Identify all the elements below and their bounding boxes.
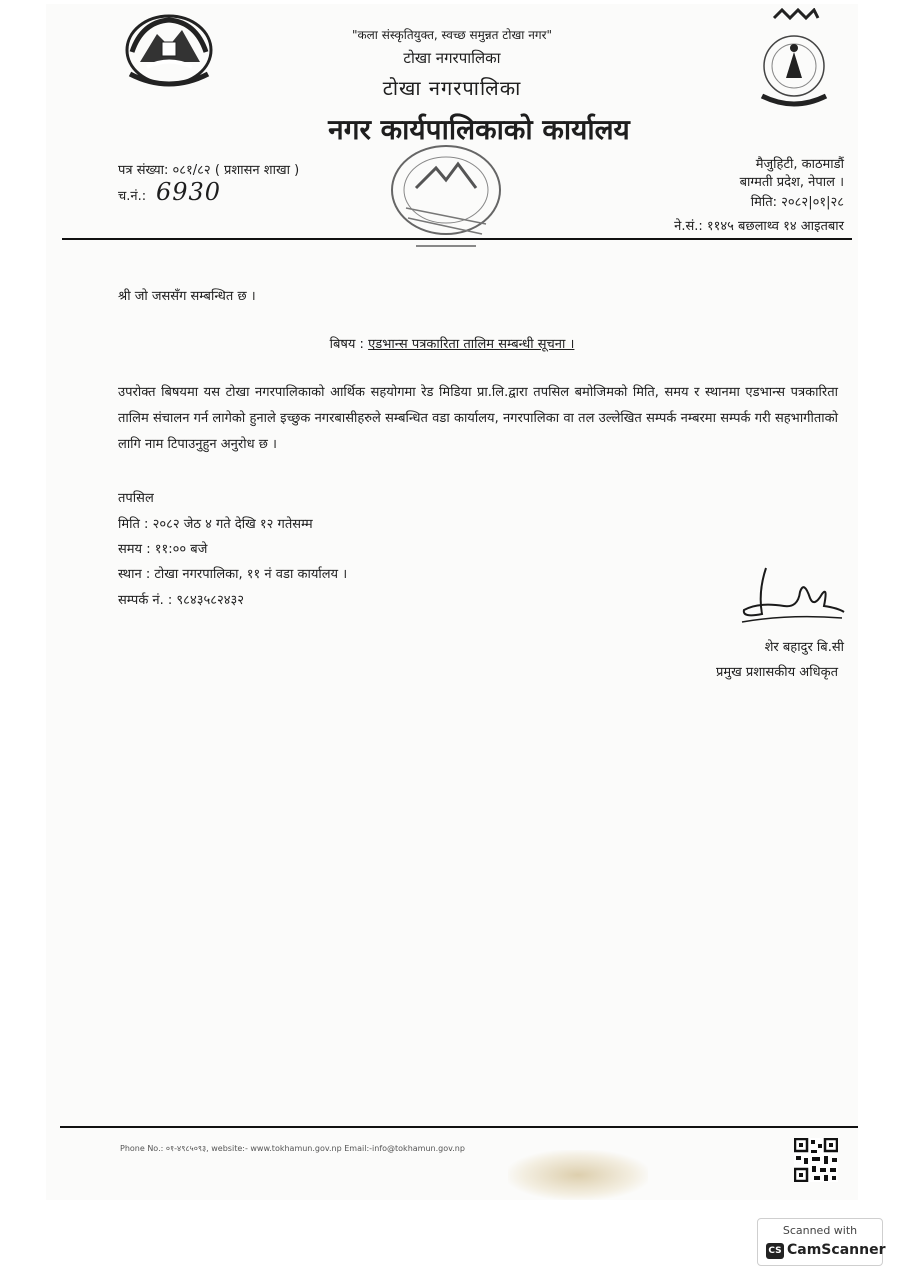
header-divider: [62, 238, 852, 240]
scan-smudge: [508, 1150, 648, 1200]
salutation: श्री जो जससँग सम्बन्धित छ ।: [118, 289, 256, 304]
subject-line: [0, 334, 904, 352]
footer-divider: [60, 1126, 858, 1128]
details-time: समय : ११:०० बजे: [118, 542, 208, 557]
office-name-stylized: टोखा नगरपालिका: [382, 76, 522, 100]
qr-code-icon: [794, 1138, 838, 1182]
office-name: टोखा नगरपालिका: [403, 49, 501, 67]
scanned-with-label: Scanned with: [782, 1224, 858, 1237]
nepal-sambat-date: ने.सं.: ११४५ बछलाथ्व १४ आइतबार: [674, 219, 844, 234]
dispatch-label: च.नं.:: [118, 189, 147, 204]
camscanner-logo-icon: CS: [766, 1243, 784, 1259]
signature: [738, 562, 848, 634]
body-paragraph: उपरोक्त बिषयमा यस टोखा नगरपालिकाको आर्थिक सहयोगमा रेड मिडिया प्रा.लि.द्वारा तपसिल बमोजिमको मिति, समय र स्थानमा एडभान्स पत्रकारिता तालिम संचालन गर्न लागेको हुनाले इच्छुक नगरबासीहरुले सम्बन्धित वडा कार्यालय, नगरपालिका वा तल उल्लेखित सम्पर्क नम्बरमा सम्पर्क गरी सहभागीताको लागि नाम टिपाउनुहुन अनुरोध छ ।: [118, 385, 838, 452]
subject-label: बिषय :: [329, 337, 364, 352]
camscanner-watermark: [757, 1218, 886, 1266]
letter-number: पत्र संख्या: ०८१/८२ ( प्रशासन शाखा ): [118, 163, 300, 178]
camscanner-brand: CamScanner: [787, 1242, 886, 1258]
signer-title: प्रमुख प्रशासकीय अधिकृत: [715, 665, 838, 680]
address-line-2: बाग्मती प्रदेश, नेपाल ।: [739, 175, 844, 190]
details-contact: सम्पर्क नं. : ९८४३५८२४३२: [118, 593, 245, 608]
signer-name: शेर बहादुर बि.सी: [764, 640, 844, 655]
municipality-motto: "कला संस्कृतियुक्त, स्वच्छ समुन्नत टोखा नगर": [351, 28, 553, 42]
details-place: स्थान : टोखा नगरपालिका, ११ नं वडा कार्यालय ।: [118, 567, 348, 582]
subject-text: एडभान्स पत्रकारिता तालिम सम्बन्धी सूचना ।: [368, 337, 575, 352]
address-line-1: मैजुहिटी, काठमाडौं: [755, 157, 844, 172]
details-date: मिति : २०८२ जेठ ४ गते देखि १२ गतेसम्म: [118, 517, 313, 532]
dispatch-number: 6930: [156, 178, 222, 206]
office-title: नगर कार्यपालिकाको कार्यालय: [328, 113, 630, 146]
footer-contact: Phone No.: ०१-४९८५०९३, website:- www.tokhamun.gov.np Email:-info@tokhamun.gov.np: [120, 1144, 465, 1153]
details-heading: तपसिल: [118, 491, 154, 506]
letter-date: मिति: २०८२|०१|२८: [750, 195, 844, 210]
